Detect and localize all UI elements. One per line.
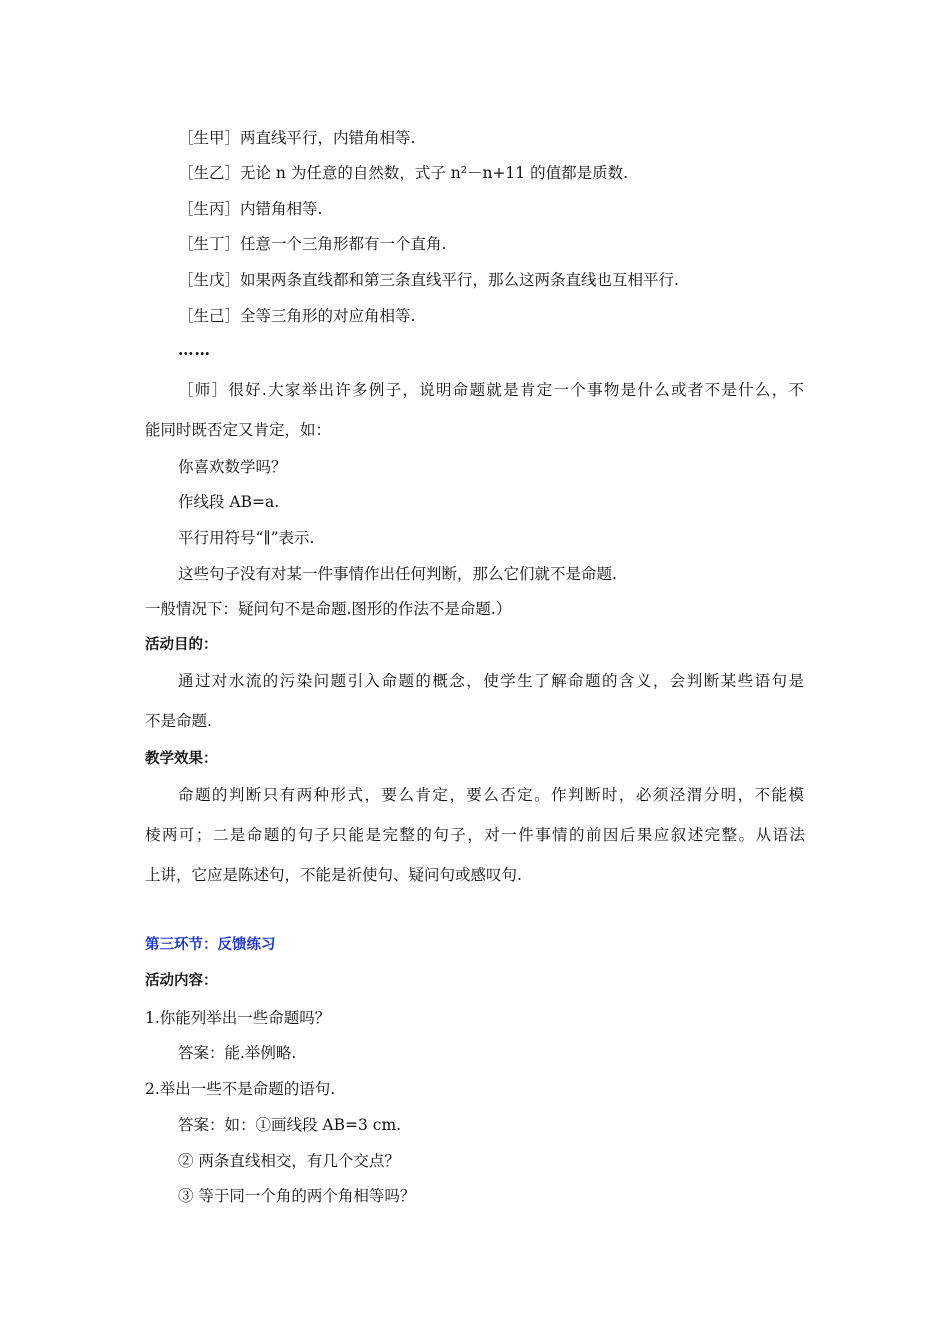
paragraph-line: 上讲，它应是陈述句，不能是祈使句、疑问句或感叹句. [145,866,522,884]
dialogue-line: ［生乙］无论 n 为任意的自然数，式子 n²－n+11 的值都是质数. [178,164,629,182]
section-title: 第三环节：反馈练习 [145,937,276,953]
example-line: 平行用符号“∥”表示. [178,529,315,547]
paragraph-line: 通过对水流的污染问题引入命题的概念，使学生了解命题的含义，会判断某些语句是 [178,672,804,690]
section-heading: 教学效果： [145,751,218,767]
dialogue-line: ［生丙］内错角相等. [178,200,323,218]
ellipsis: …… [178,340,211,359]
teacher-line: ［师］很好.大家举出许多例子，说明命题就是肯定一个事物是什么或者不是什么，不 [178,381,804,399]
dialogue-line: ［生甲］两直线平行，内错角相等. [178,129,416,147]
section-heading: 活动内容： [145,973,218,989]
answer-line: ② 两条直线相交，有几个交点？ [178,1152,400,1170]
paragraph-line: 命题的判断只有两种形式，要么肯定，要么否定。作判断时，必须泾渭分明，不能模 [178,786,804,804]
example-line: 作线段 AB=a. [178,493,280,511]
teacher-line-cont: 能同时既否定又肯定，如： [145,421,332,439]
dialogue-line: ［生丁］任意一个三角形都有一个直角. [178,235,447,253]
question-line: 2.举出一些不是命题的语句. [145,1080,336,1098]
paragraph-line: 不是命题. [145,712,212,730]
paragraph-line: 棱两可；二是命题的句子只能是完整的句子，对一件事情的前因后果应叙述完整。从语法 [145,826,805,844]
dialogue-line: ［生戊］如果两条直线都和第三条直线平行，那么这两条直线也互相平行. [178,271,679,289]
summary-line: 一般情况下：疑问句不是命题.图形的作法不是命题.） [145,600,512,618]
question-line: 1.你能列举出一些命题吗？ [145,1009,331,1027]
section-heading: 活动目的： [145,637,218,653]
answer-line: 答案：能.举例略. [178,1044,297,1062]
summary-line: 这些句子没有对某一件事情作出任何判断，那么它们就不是命题. [178,565,617,583]
dialogue-line: ［生己］全等三角形的对应角相等. [178,307,416,325]
answer-line: ③ 等于同一个角的两个角相等吗？ [178,1187,416,1205]
answer-line: 答案：如：①画线段 AB=3 cm. [178,1116,402,1134]
example-line: 你喜欢数学吗？ [178,458,287,476]
